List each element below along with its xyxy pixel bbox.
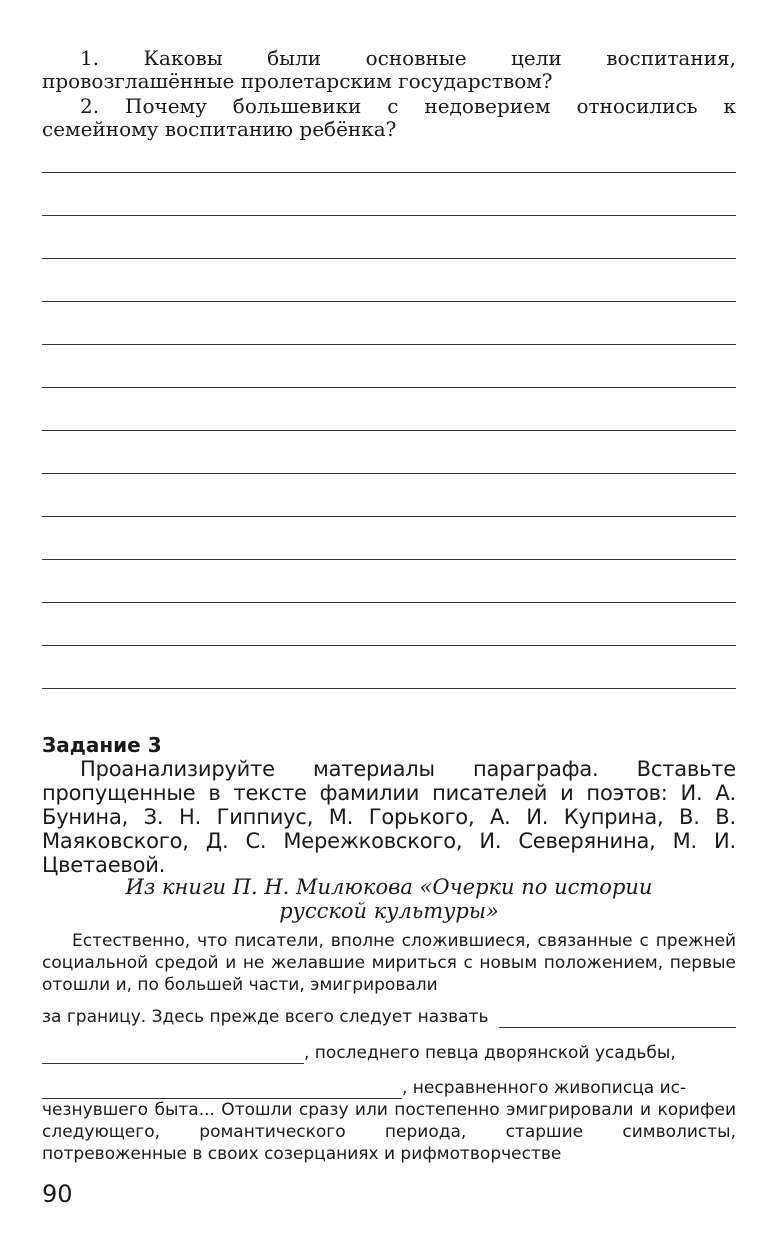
source-title-line2: русской культуры» xyxy=(279,899,499,923)
blank-field[interactable] xyxy=(42,1047,304,1064)
source-title-line1: Из книги П. Н. Милюкова «Очерки по истории xyxy=(125,875,653,899)
answer-line[interactable] xyxy=(42,516,736,517)
answer-line[interactable] xyxy=(42,645,736,646)
fill-text-1: за границу. Здесь прежде всего следует назвать xyxy=(42,1007,489,1027)
question-2: 2. Почему большевики с недоверием относились к семейному воспитанию ребёнка? xyxy=(42,94,736,141)
answer-line[interactable] xyxy=(42,430,736,431)
answer-line[interactable] xyxy=(42,387,736,388)
answer-line[interactable] xyxy=(42,301,736,302)
fill-row-2 xyxy=(42,1042,736,1064)
task-instruction: Проанализируйте материалы параграфа. Вставьте пропущенные в тексте фамилии писателей и поэтов: И. А. Бунина, З. Н. Гиппиус, М. Горького, А. И. Куприна, В. В. Маяковского, Д. С. Мережковского, И. Северянина, М. И. Цветаевой. xyxy=(42,757,736,877)
blank-field[interactable] xyxy=(42,1082,402,1099)
answer-line[interactable] xyxy=(42,344,736,345)
answer-line[interactable] xyxy=(42,215,736,216)
blank-field[interactable] xyxy=(499,1011,736,1028)
fill-text-2: , последнего певца дворянской усадьбы, xyxy=(304,1043,676,1063)
answer-line[interactable] xyxy=(42,688,736,689)
answer-line[interactable] xyxy=(42,172,736,173)
task-title: Задание 3 xyxy=(42,733,162,757)
answer-line[interactable] xyxy=(42,258,736,259)
question-1: 1. Каковы были основные цели воспитания, провозглашённые пролетарским государством? xyxy=(42,46,736,93)
answer-line[interactable] xyxy=(42,602,736,603)
answer-line[interactable] xyxy=(42,473,736,474)
excerpt-paragraph-1: Естественно, что писатели, вполне сложившиеся, связанные с прежней социальной средой и не желавшие мириться с новым положением, первые отошли и, по большей части, эмигрировали xyxy=(42,931,736,995)
fill-row-1 xyxy=(42,1006,736,1028)
answer-line[interactable] xyxy=(42,559,736,560)
source-title xyxy=(42,875,736,923)
page-number: 90 xyxy=(42,1180,73,1208)
fill-row-3 xyxy=(42,1077,736,1099)
excerpt-paragraph-2: чезнувшего быта... Отошли сразу или постепенно эмигрировали и корифеи следующего, романтического периода, старшие символисты, потревоженные в своих созерцаниях и рифмотворчестве xyxy=(42,1100,736,1164)
fill-text-3: , несравненного живописца ис- xyxy=(402,1078,687,1098)
